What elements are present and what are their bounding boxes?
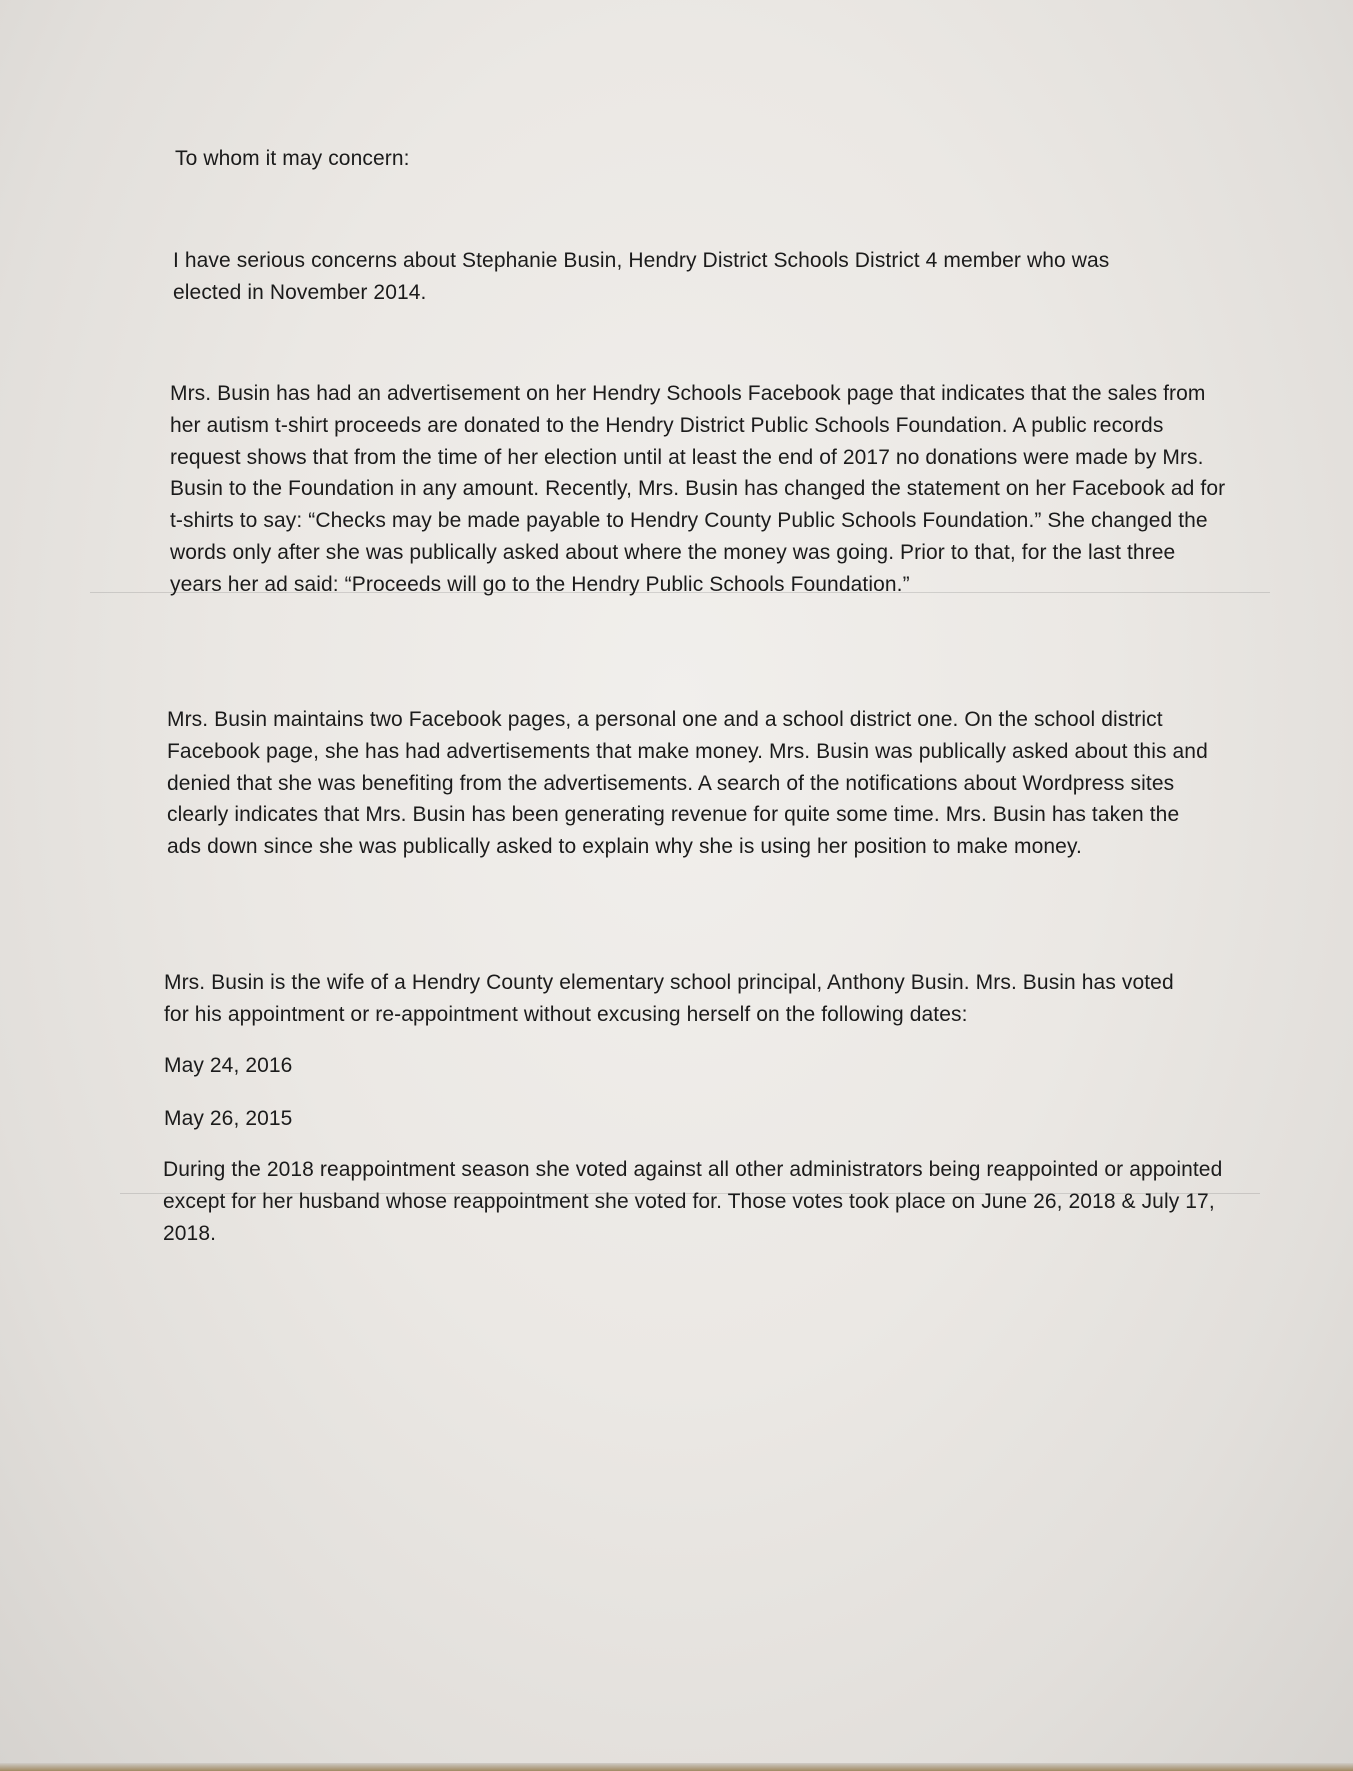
letter-paragraph: I have serious concerns about Stephanie Busin, Hendry District Schools District 4 member who was elected in November 2014. [173, 249, 1110, 304]
letter-paragraph: Mrs. Busin maintains two Facebook pages, a personal one and a school district one. On the school district Facebook page, she has had advertisements that make money. Mrs. Busin was publically asked about this and denied that she was benefiting from the advertisements. A search of the notifications about Wordpress sites clearly indicates that Mrs. Busin has been generating revenue for quite some time. Mrs. Busin has taken the ads down since she was publically asked to explain why she is using her position to make money. [167, 708, 1208, 859]
vote-date: May 24, 2016 [164, 1054, 293, 1077]
letter-salutation: To whom it may concern: [175, 147, 410, 170]
vote-date: May 26, 2015 [164, 1107, 293, 1130]
letter-closing-paragraph: During the 2018 reappointment season she voted against all other administrators being reappointed or appointed except for her husband whose reappointment she voted for. Those votes took place on June 26, 2018 & July 17, 2018. [163, 1158, 1223, 1245]
letter-paragraph: Mrs. Busin is the wife of a Hendry County elementary school principal, Anthony Busin. Mrs. Busin has voted for his appointment or re-appointment without excusing herself on the following dates: [164, 971, 1174, 1026]
letter-paragraph: Mrs. Busin has had an advertisement on her Hendry Schools Facebook page that indicates that the sales from her autism t-shirt proceeds are donated to the Hendry District Public Schools Foundation. A public records request shows that from the time of her election until at least the end of 2017 no donations were made by Mrs. Busin to the Foundation in any amount. Recently, Mrs. Busin has changed the statement on her Facebook ad for t-shirts to say: “Checks may be made payable to Hendry County Public Schools Foundation.” She changed the words only after she was publically asked about where the money was going. Prior to that, for the last three years her ad said: “Proceeds will go to the Hendry Public Schools Foundation.” [170, 382, 1226, 596]
table-surface-edge [0, 1763, 1353, 1771]
